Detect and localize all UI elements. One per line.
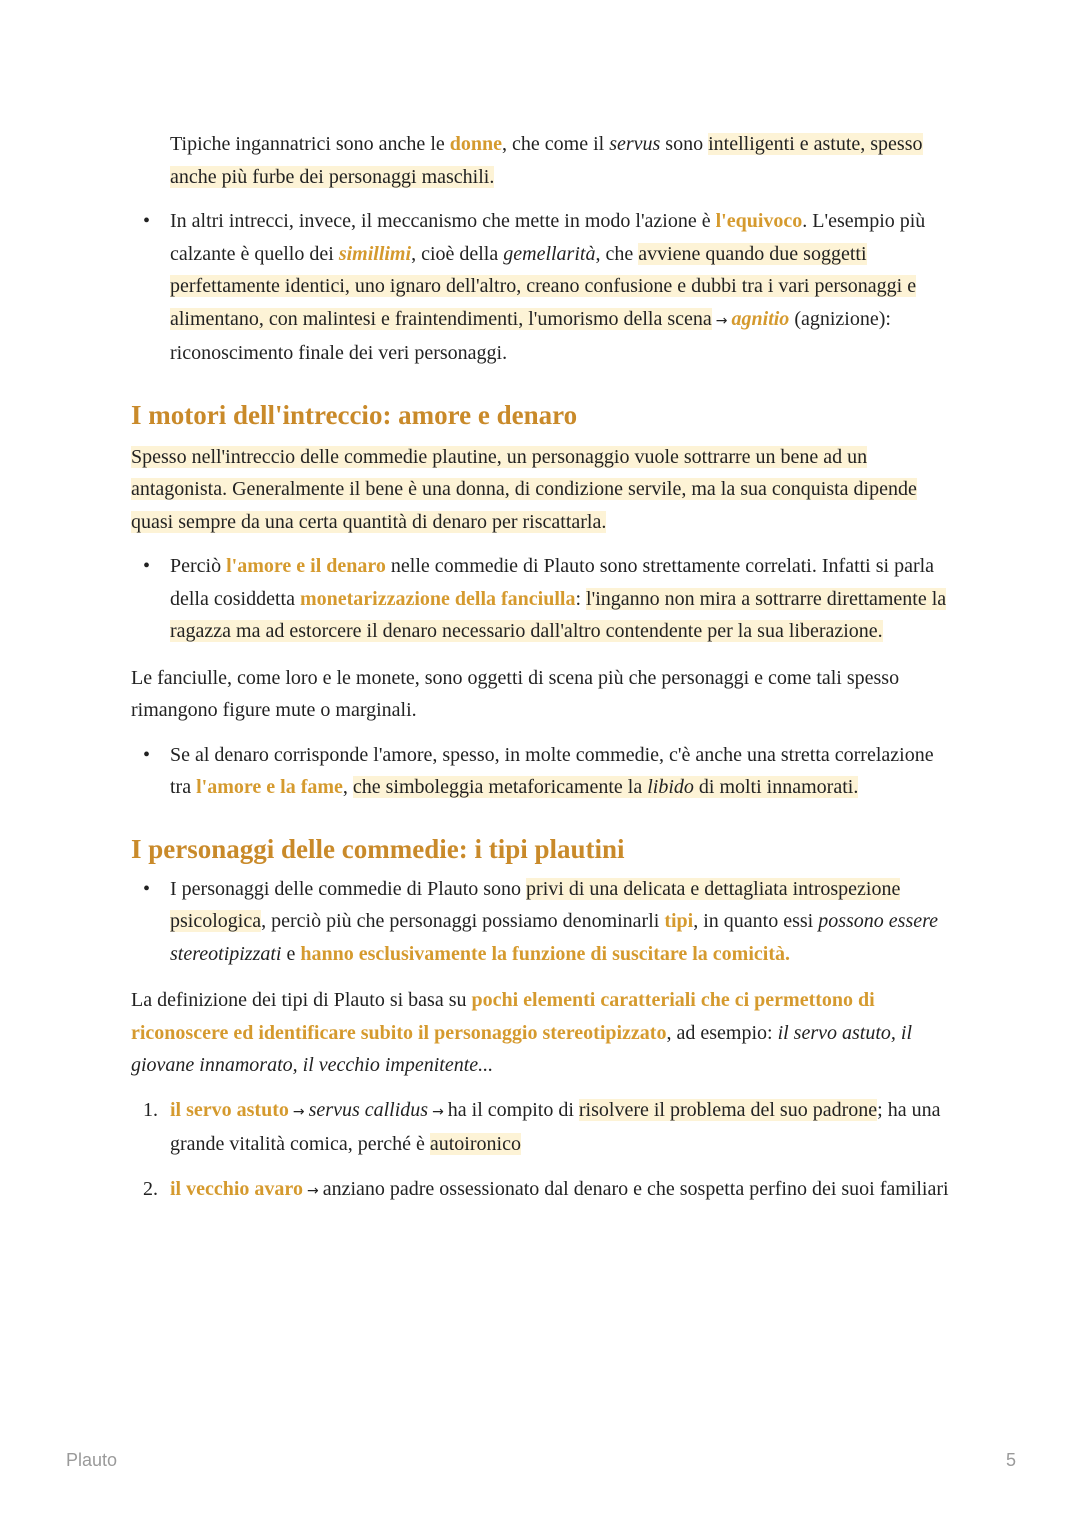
text: di molti innamorati. [693,776,859,798]
keyword-monetarizzazione: monetarizzazione della fanciulla [299,587,576,610]
keyword-amore-fame: l'amore e la fame [196,776,343,798]
paragraph-ingannatrici [170,128,951,193]
term-stereotipizzati: possono essere stereotipizzati [170,910,939,965]
text: sono [660,133,709,155]
term-libido: libido [647,776,694,798]
text: (agnizione): riconoscimento finale dei veri personaggi. [170,307,891,364]
keyword-amore-denaro: l'amore e il denaro [226,555,386,577]
text: , [342,776,353,798]
arrow-right-icon: → [292,1103,305,1120]
list-item-servo [131,1094,951,1161]
bullet-tipi [131,873,951,971]
keyword-servo-astuto: il servo astuto [170,1098,289,1121]
highlight-inganno: l'inganno non mira a sottrarre direttamente la ragazza ma ad estorcere il denaro necessario dall'altro contendente per la sua liberazione. [170,587,947,642]
text: . L'esempio più calzante è quello dei [170,210,926,265]
highlight-autoironico: autoironico [429,1133,521,1155]
list-number: 1. [143,1098,158,1121]
term-servus: servus [609,133,661,155]
text: La definizione dei tipi di Plauto si basa su [131,989,472,1011]
section-heading-motori: I motori dell'intreccio: amore e denaro [131,399,578,430]
keyword-comicita: hanno esclusivamente la funzione di suscitare la comicità. [300,942,790,965]
text: , cioè della [411,242,504,265]
bullet-amore-denaro [131,550,951,648]
arrow-right-icon: → [715,312,728,329]
highlight-introspezione: privi di una delicata e dettagliata introspezione psicologica [170,877,901,932]
text: e [281,942,301,965]
text: che simboleggia metaforicamente la [352,776,648,798]
footer-title: Plauto [66,1450,118,1470]
document-page [131,128,951,1207]
term-servus-callidus: servus callidus [308,1098,429,1121]
keyword-vecchio-avaro: il vecchio avaro [170,1177,303,1200]
highlight-soggetti: avviene quando due soggetti perfettamente identici, uno ignaro dell'altro, creano confusione e dubbi tra i vari personaggi e alimentano, con malintesi e fraintendimenti, l'umorismo della scena [170,242,917,330]
keyword-donne: donne [449,133,502,155]
keyword-agnitio: agnitio [731,307,790,330]
term-esempi: il servo astuto, il giovane innamorato, il vecchio impenitente... [131,1021,913,1076]
list-item-vecchio [131,1173,951,1208]
bullet-equivoco [131,205,951,370]
list-number: 2. [143,1177,158,1200]
text: ha il compito di [447,1098,579,1121]
arrow-right-icon: → [432,1103,444,1120]
text: anziano padre ossessionato dal denaro e che sospetta perfino dei suoi familiari [322,1177,949,1200]
term-gemellarita: gemellarità [503,242,596,265]
keyword-equivoco: l'equivoco [715,210,803,232]
keyword-elementi: pochi elementi caratteriali che ci permettono di riconoscere ed identificare subito il personaggio stereotipizzato [131,989,875,1044]
text: , che [595,242,639,265]
text: : [575,587,587,610]
keyword-tipi: tipi [664,910,694,932]
text: ; ha una grande vitalità comica, perché è [170,1098,941,1155]
text: , che come il [502,133,610,155]
highlight-libido [353,776,858,798]
paragraph-fanciulle: Le fanciulle, come loro e le monete, sono oggetti di scena più che personaggi e come tali spesso rimangono figure mute o marginali. [131,666,900,721]
highlight-intreccio: Spesso nell'intreccio delle commedie plautine, un personaggio vuole sottrarre un bene ad un antagonista. Generalmente il bene è una donna, di condizione servile, ma la sua conquista dipende quasi sempre da una certa quantità di denaro per riscattarla. [131,445,917,533]
text: I personaggi delle commedie di Plauto sono [170,877,527,900]
section-heading-personaggi: I personaggi delle commedie: i tipi plautini [131,833,625,864]
text: Perciò [170,555,227,577]
page-number: 5 [1005,1450,1016,1470]
text: In altri intrecci, invece, il meccanismo che mette in modo l'azione è [170,210,716,232]
text: , perciò più che personaggi possiamo denominarli [261,910,665,932]
paragraph-intreccio [131,441,951,539]
keyword-simillimi: simillimi [338,242,412,265]
bullet-amore-fame [131,739,951,804]
paragraph-definizione [131,984,951,1082]
text: , in quanto essi [693,910,819,932]
highlight-intelligenti: intelligenti e astute, spesso anche più furbe dei personaggi maschili. [170,133,923,188]
text: , ad esempio: [666,1021,778,1044]
text: Se al denaro corrisponde l'amore, spesso, in molte commedie, c'è anche una stretta correlazione tra [170,743,934,798]
highlight-padrone: risolvere il problema del suo padrone [578,1098,878,1121]
text: nelle commedie di Plauto sono strettamente correlati. Infatti si parla della cosiddetta [170,555,935,610]
arrow-right-icon: → [306,1182,319,1199]
text: Tipiche ingannatrici sono anche le [170,133,450,155]
